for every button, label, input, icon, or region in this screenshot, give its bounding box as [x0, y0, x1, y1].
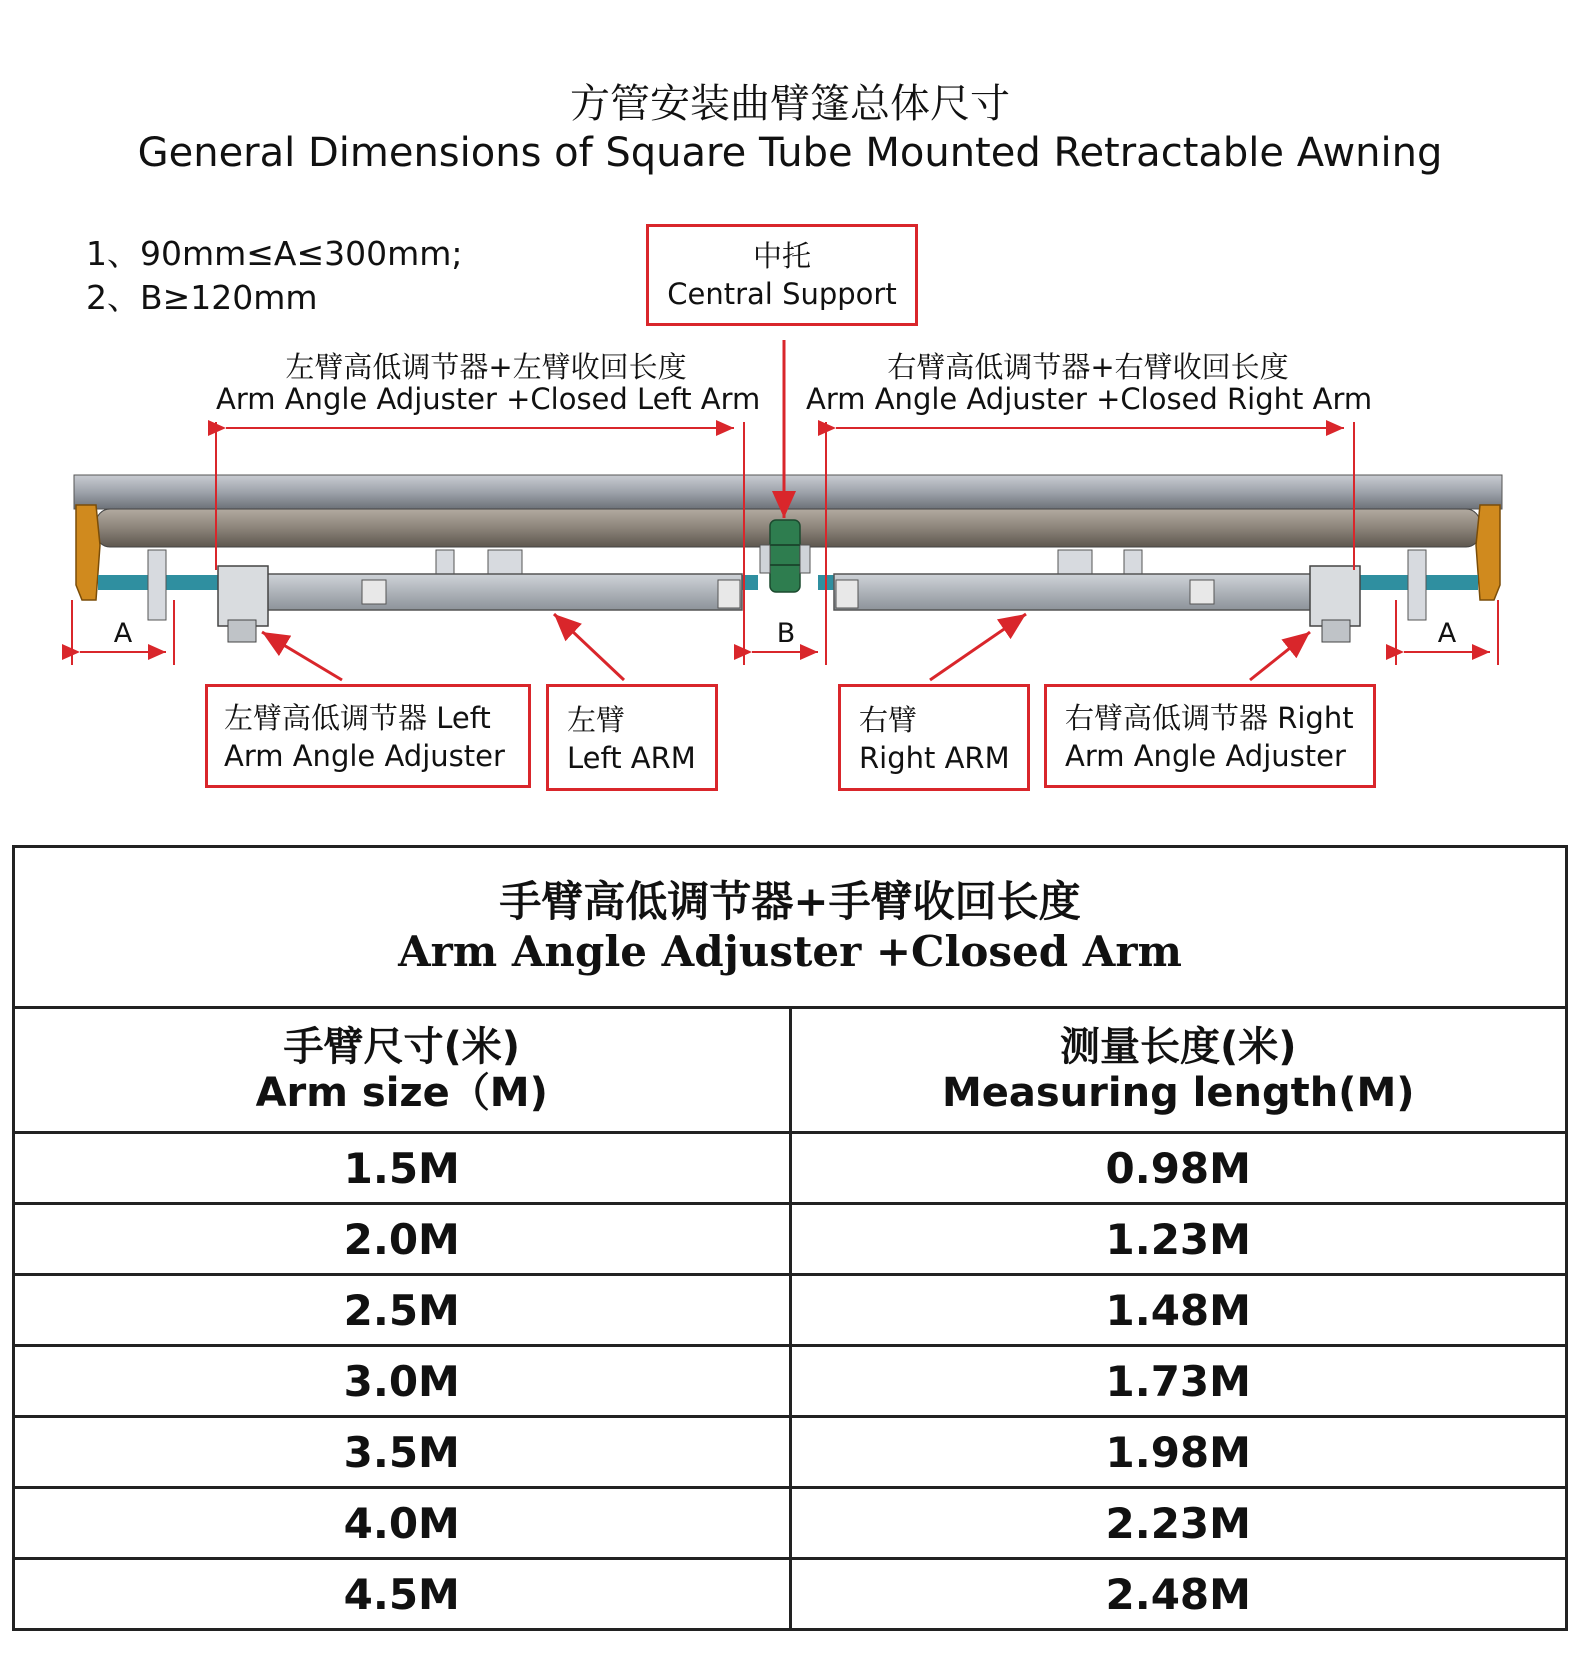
title-chinese: 方管安装曲臂篷总体尺寸 [570, 81, 1010, 127]
left-arm-pointer [554, 614, 624, 680]
left-end-bracket [76, 505, 100, 600]
measuring-length-cell: 1.98M [790, 1417, 1567, 1488]
spec-table [12, 845, 1568, 1631]
dimension-b: B [776, 618, 796, 649]
right-dimension-en: Arm Angle Adjuster +Closed Right Arm [806, 382, 1373, 416]
right-dimension-cn: 右臂高低调节器+右臂收回长度 [887, 350, 1289, 384]
left-dimension-cn: 左臂高低调节器+左臂收回长度 [285, 350, 687, 384]
left-adjuster-body [218, 566, 268, 626]
right-adjuster-line2: Arm Angle Adjuster [1065, 739, 1346, 773]
title-english: General Dimensions of Square Tube Mounted Retractable Awning [137, 130, 1443, 176]
measuring-length-cell: 1.23M [790, 1204, 1567, 1275]
left-adjuster-line1: 左臂高低调节器 Left [224, 701, 491, 735]
arm-size-cell: 4.5M [14, 1559, 791, 1630]
measuring-length-cell: 0.98M [790, 1133, 1567, 1204]
table-row [14, 1488, 1567, 1559]
right-adjuster-line1: 右臂高低调节器 Right [1065, 701, 1354, 735]
arm-size-cell: 1.5M [14, 1133, 791, 1204]
right-adjuster-body [1310, 566, 1360, 626]
right-arm-body [834, 574, 1322, 610]
table-row [14, 1133, 1567, 1204]
table-row [14, 1559, 1567, 1630]
table-row [14, 1275, 1567, 1346]
arm-size-cell: 3.0M [14, 1346, 791, 1417]
right-adjuster-pointer [1250, 632, 1310, 680]
clip [1124, 550, 1142, 576]
table-title-cn: 手臂高低调节器+手臂收回长度 [499, 877, 1081, 926]
right-arm-callout [838, 684, 1030, 791]
right-adjuster-callout [1044, 684, 1376, 788]
table-row [14, 1417, 1567, 1488]
column-header-arm-size [14, 1008, 791, 1133]
clip [1408, 550, 1426, 620]
arm-size-cell: 2.5M [14, 1275, 791, 1346]
measuring-length-cell: 2.23M [790, 1488, 1567, 1559]
left-arm-callout [546, 684, 718, 791]
note-1: 1、90mm≤A≤300mm; [86, 234, 463, 273]
clip [148, 550, 166, 620]
right-arm-line2: Right ARM [859, 741, 1010, 775]
column-header-arm-size-en: Arm size（M) [255, 1070, 548, 1116]
column-header-measuring-length [790, 1008, 1567, 1133]
left-dimension-en: Arm Angle Adjuster +Closed Left Arm [216, 382, 761, 416]
left-arm-line2: Left ARM [567, 741, 696, 775]
column-header-measuring-length-en: Measuring length(M) [941, 1070, 1415, 1116]
clip [436, 550, 454, 576]
arm-size-cell: 3.5M [14, 1417, 791, 1488]
right-arm-line1: 右臂 [859, 703, 918, 737]
column-header-arm-size-cn: 手臂尺寸(米) [283, 1024, 521, 1070]
note-2: 2、B≥120mm [86, 278, 318, 317]
dimension-a-left: A [113, 618, 133, 649]
arm-size-cell: 4.0M [14, 1488, 791, 1559]
measuring-length-cell: 2.48M [790, 1559, 1567, 1630]
dimension-a-right: A [1437, 618, 1457, 649]
table-row [14, 1346, 1567, 1417]
left-arm-line1: 左臂 [567, 703, 626, 737]
left-adjuster-line2: Arm Angle Adjuster [224, 739, 505, 773]
left-arm-body [254, 574, 742, 610]
square-tube [74, 475, 1502, 509]
clip [488, 550, 522, 576]
measuring-length-cell: 1.73M [790, 1346, 1567, 1417]
clip [1058, 550, 1092, 576]
central-support-en: Central Support [667, 277, 897, 311]
right-arm-pointer [930, 614, 1026, 680]
left-adjuster-callout [205, 684, 531, 788]
table-row [14, 1204, 1567, 1275]
measuring-length-cell: 1.48M [790, 1275, 1567, 1346]
right-end-bracket [1476, 505, 1500, 600]
central-support-cn: 中托 [752, 239, 811, 273]
column-header-measuring-length-cn: 测量长度(米) [1059, 1024, 1297, 1070]
central-support-callout [646, 224, 918, 326]
left-adjuster-pointer [262, 632, 342, 680]
table-title-en: Arm Angle Adjuster +Closed Arm [398, 927, 1182, 976]
table-title [14, 847, 1567, 1008]
arm-size-cell: 2.0M [14, 1204, 791, 1275]
